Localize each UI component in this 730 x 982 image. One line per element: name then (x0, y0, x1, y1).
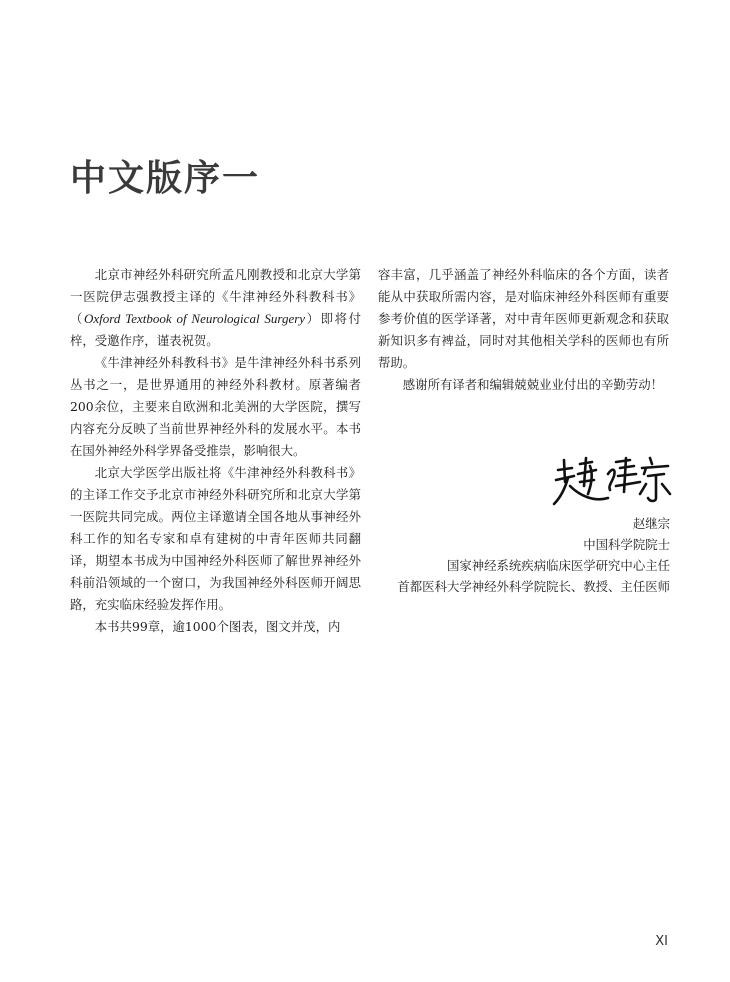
paragraph-3: 北京大学医学出版社将《牛津神经外科教科书》的主译工作交予北京市神经外科研究所和北京大学第一医院共同完成。两位主译邀请全国各地从事神经外科工作的知名专家和卓有建树的中青年医师共同翻译，期望本书成为中国神经外科医师了解世界神经外科前沿领域的一个窗口，为我国神经外科医师开阔思路，充实临床经验发挥作用。 (70, 465, 361, 612)
paragraph-6: 感谢所有译者和编辑兢兢业业付出的辛勤劳动！ (402, 377, 663, 392)
paragraph-4: 本书共99章，逾1000个图表，图文并茂，内 (94, 619, 341, 634)
right-column (378, 264, 669, 396)
paragraph-1-start: 北京市神经外科研究所孟凡刚教授和北京大学第一医院伊志强教授主译的《牛津神经外科教科书》（ (70, 267, 361, 326)
signature-block (397, 513, 670, 597)
handwritten-signature (550, 452, 675, 512)
page-number: XI (655, 934, 668, 949)
signer-name: 赵继宗 (632, 516, 670, 531)
book-title-english: Oxford Textbook of Neurological Surgery (83, 311, 306, 326)
signer-title-2: 国家神经系统疾病临床医学研究中心主任 (446, 558, 670, 573)
paragraph-2: 《牛津神经外科教科书》是牛津神经外科书系列丛书之一，是世界通用的神经外科教材。原著编者200余位，主要来自欧洲和北美洲的大学医院，撰写内容充分反映了当前世界神经外科的发展水平。本书在国外神经外科学界备受推崇，影响很大。 (70, 355, 361, 458)
paragraph-1 (70, 264, 361, 352)
signer-title-1: 中国科学院院士 (583, 537, 670, 552)
paragraph-5: 容丰富，几乎涵盖了神经外科临床的各个方面，读者能从中获取所需内容，是对临床神经外科医师有重要参考价值的医学译著，对中青年医师更新观念和获取新知识多有裨益，同时对其他相关学科的医师也有所帮助。 (378, 267, 669, 370)
page-title: 中文版序一 (70, 158, 261, 199)
paragraph-1-end: ）即将付梓，受邀作序，谨表祝贺。 (70, 311, 362, 348)
left-column (70, 264, 361, 638)
signer-title-3: 首都医科大学神经外科学院院长、教授、主任医师 (397, 579, 670, 594)
